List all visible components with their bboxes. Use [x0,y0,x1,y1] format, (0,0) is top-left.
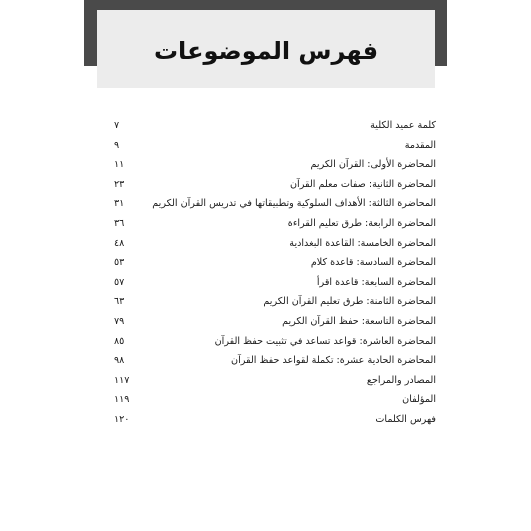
toc-entry [114,312,436,332]
toc-entry-title: المقدمة [404,139,436,151]
toc-entry [114,136,436,156]
toc-entry [114,214,436,234]
toc-entry-page: ٥٣ [114,257,125,269]
toc-entry-title: فهرس الكلمات [375,413,436,425]
toc-entry [114,390,436,410]
toc-entry-page: ١١٧ [114,374,130,386]
toc-entry-title: المحاضرة التاسعة: حفظ القرآن الكريم [282,315,436,327]
page-title: فهرس الموضوعات [153,37,379,65]
toc-entry-title: كلمة عميد الكلية [370,120,436,131]
toc-entry-page: ٣١ [114,198,125,210]
toc-entry [114,116,436,136]
toc-entry-title: المؤلفان [402,394,436,406]
toc-entry-title: المحاضرة الرابعة: طرق تعليم القراءة [287,217,436,229]
toc-entry-page: ٣٦ [114,217,125,229]
toc-entry-title: المحاضرة السادسة: قاعدة كلام [310,257,436,269]
toc-entry-page: ٦٣ [114,296,125,308]
toc-entry-title: المحاضرة الحادية عشرة: تكملة لقواعد حفظ القرآن [231,355,436,367]
toc-entry-page: ١١ [114,159,125,171]
title-box [97,10,435,88]
toc-entry-page: ٧٩ [114,315,125,327]
toc-entry [114,253,436,273]
toc-entry-page: ٧ [114,120,120,131]
toc-entry [114,292,436,312]
toc-entry [114,273,436,293]
toc-entry-page: ٥٧ [114,276,125,288]
toc-entry-page: ٩ [114,139,120,151]
toc-entry-page: ٢٣ [114,178,125,190]
toc-entry [114,234,436,254]
toc-entry [114,351,436,371]
toc-entry [114,194,436,214]
toc-entry [114,155,436,175]
toc-entry-page: ٤٨ [114,237,125,249]
toc-entry-page: ١٢٠ [114,413,130,425]
toc-entry-page: ٨٥ [114,335,125,347]
toc-entry-title: المحاضرة الثالثة: الأهداف السلوكية وتطبيقاتها في تدريس القرآن الكريم [152,198,436,210]
toc-entry [114,332,436,352]
toc-entry-title: المحاضرة الثامنة: طرق تعليم القرآن الكريم [263,296,436,308]
toc-entry-page: ١١٩ [114,394,130,406]
toc-entry-title: المحاضرة الأولى: القرآن الكريم [310,159,436,171]
toc-entry-title: المحاضرة الثانية: صفات معلم القرآن [290,178,436,190]
toc-entry-title: المحاضرة السابعة: قاعدة اقرأ [316,276,436,288]
table-of-contents [114,116,436,430]
toc-entry [114,410,436,430]
toc-entry-page: ٩٨ [114,355,125,367]
toc-entry-title: المحاضرة العاشرة: قواعد تساعد في تثبيت حفظ القرآن [214,335,436,347]
toc-entry [114,371,436,391]
toc-entry-title: المصادر والمراجع [366,374,436,386]
toc-entry-title: المحاضرة الخامسة: القاعدة البغدادية [289,237,436,249]
toc-entry [114,175,436,195]
